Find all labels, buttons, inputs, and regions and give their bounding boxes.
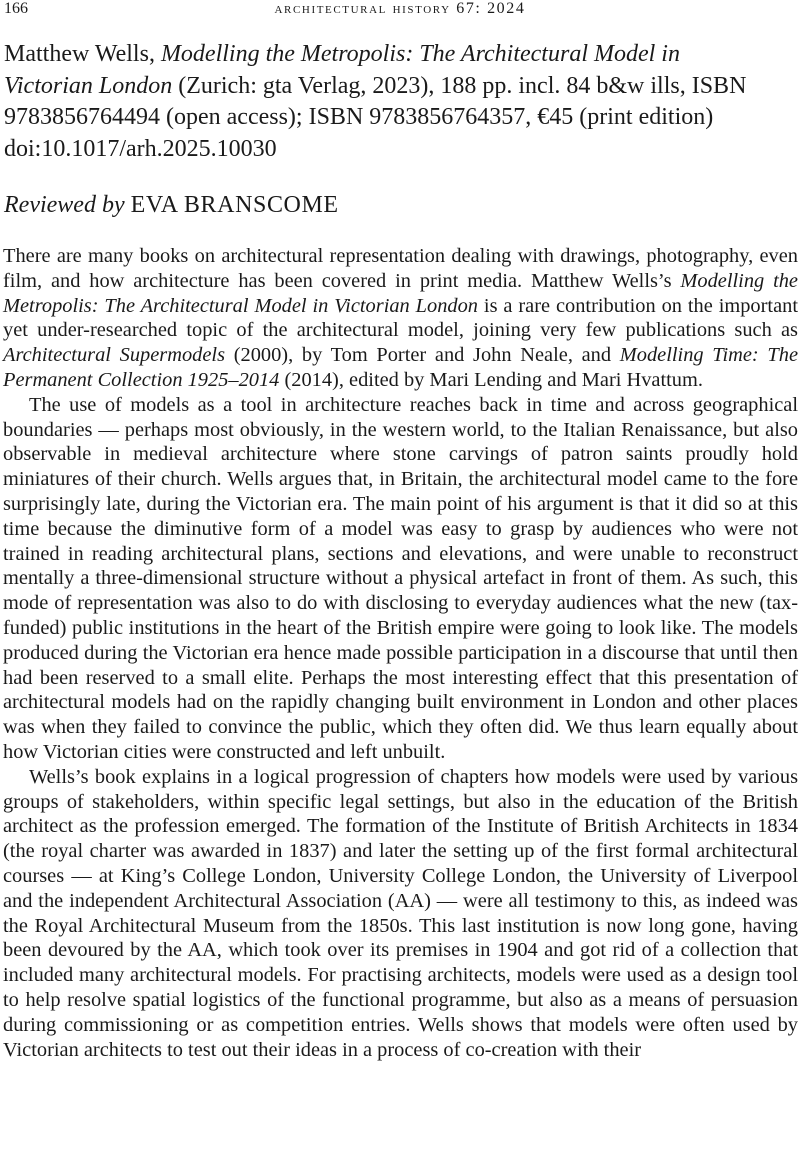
paragraph-1: [3, 244, 798, 393]
paragraph-1-text-c: (2000), by Tom Porter and John Neale, and: [225, 344, 620, 367]
reviewed-by-label: Reviewed by: [4, 192, 125, 218]
paragraph-3: Wells’s book explains in a logical progression of chapters how models were used by various groups of stakeholders, within specific legal settings, but also in the education of the British architect as the profession emerged. The formation of the Institute of British Architects in 1834 (the royal charter was awarded in 1837) and later the setting up of the first formal architectural courses — at King’s College London, University College London, the University of Liverpool and the independent Architectural Association (AA) — were all testimony to this, as indeed was the Royal Architectural Museum from the 1850s. This last institution is now long gone, having been devoured by the AA, which took over its premises in 1904 and got rid of a collection that included many architectural models. For practising architects, models were used as a design tool to help resolve spatial logistics of the functional programme, but also as a means of persuasion during commissioning or as competition entries. Wells shows that models were often used by Victorian architects to test out their ideas in a process of co-creation with their: [3, 765, 798, 1061]
cited-title-architectural-supermodels: Architectural Supermodels: [3, 344, 226, 367]
book-details: (Zurich: gta Verlag, 2023), 188 pp. incl. 84 b&w ills, ISBN 9783856764494 (open access); ISBN 9783856764357, €45 (print edition): [4, 72, 747, 130]
reviewer-line: [4, 190, 339, 220]
book-author: Matthew Wells,: [4, 41, 161, 67]
journal-title: architectural history 67: 2024: [274, 0, 526, 17]
book-citation: [4, 39, 764, 165]
page-number: 166: [4, 0, 28, 17]
running-header: [4, 0, 796, 22]
book-title: Modelling the Metropolis: The Architectural Model in Victorian London: [4, 41, 680, 99]
doi-link[interactable]: doi:10.1017/arh.2025.10030: [4, 135, 277, 162]
paragraph-1-text-b: is a rare contribution on the important yet under-researched topic of the architectural model, joining very few publications such as: [3, 294, 798, 342]
paragraph-1-text-a: There are many books on architectural representation dealing with drawings, photography, even film, and how architecture has been covered in print media. Matthew Wells’s: [3, 245, 798, 292]
reviewer-name: EVA BRANSCOME: [130, 192, 339, 218]
cited-title-modelling-metropolis: Modelling the Metropolis: The Architectural Model in Victorian London: [3, 269, 798, 317]
paragraph-1-text-d: (2014), edited by Mari Lending and Mari Hvattum.: [279, 368, 703, 391]
paragraph-2: The use of models as a tool in architecture reaches back in time and across geographical boundaries — perhaps most obviously, in the western world, to the Italian Renaissance, but also observable in medieval architecture where stone carvings of patron saints proudly hold miniatures of their church. Wells argues that, in Britain, the architectural model came to the fore surprisingly late, during the Victorian era. The main point of his argument is that it did so at this time because the diminutive form of a model was easy to grasp by audiences who were not trained in reading architectural plans, sections and elevations, and were unable to reconstruct mentally a three-dimensional structure without a physical artefact in front of them. As such, this mode of representation was also to do with disclosing to everyday audiences what the new (tax-funded) public institutions in the heart of the British empire were going to look like. The models produced during the Victorian era hence made possible participation in a discourse that until then had been reserved to a small elite. Perhaps the most interesting effect that this presentation of architectural models had on the rapidly changing built environment in London and other places was when they failed to convince the public, which they often did. We thus learn equally about how Victorian cities were constructed and left unbuilt.: [3, 393, 798, 763]
review-body: [3, 244, 798, 1062]
cited-title-modelling-time: Modelling Time: The Permanent Collection 1925–2014: [3, 344, 799, 391]
